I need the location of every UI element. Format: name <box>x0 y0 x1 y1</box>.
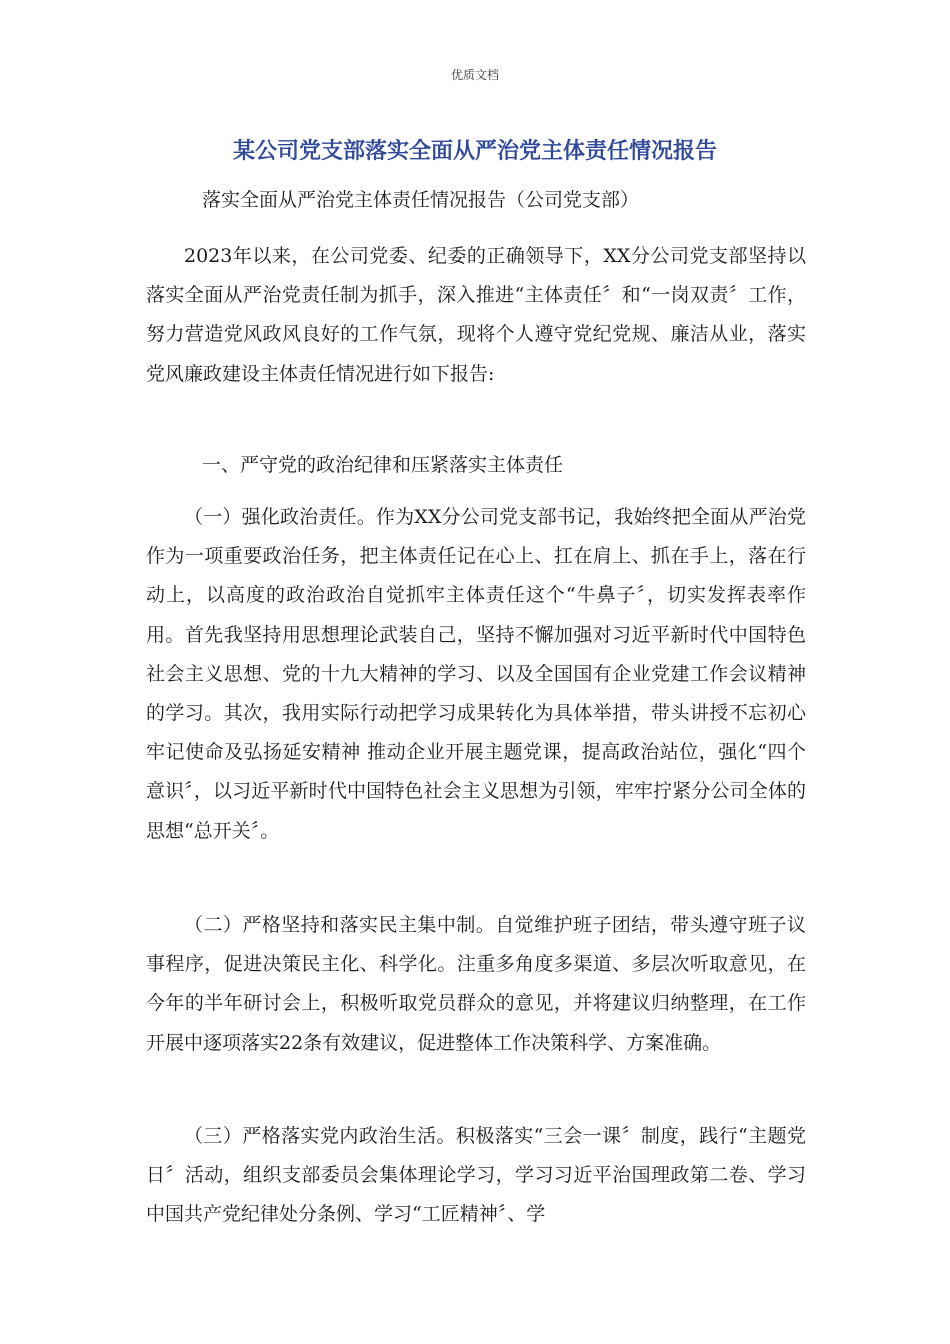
header-label: 优质文档 <box>450 68 499 82</box>
item-one-paragraph: （一）强化政治责任。作为XX分公司党支部书记，我始终把全面从严治党作为一项重要政治任务，把主体责任记在心上、扛在肩上、抓在手上，落在行动上，以高度的政治政治自觉抓牢主体责任这个“牛鼻子〞，切实发挥表率作用。首先我坚持用思想理论武装自己，坚持不懈加强对习近平新时代中国特色社会主义思想、党的十九大精神的学习、以及全国国有企业党建工作会议精神的学习。其次，我用实际行动把学习成果转化为具体举措，带头讲授不忘初心 牢记使命及弘扬延安精神 推动企业开展主题党课，提高政治站位，强化“四个意识〞，以习近平新时代中国特色社会主义思想为引领，牢牢拧紧分公司全体的思想“总开关〞。 <box>146 506 806 842</box>
item-two-paragraph: （二）严格坚持和落实民主集中制。自觉维护班子团结，带头遵守班子议事程序，促进决策民主化、科学化。注重多角度多渠道、多层次听取意见，在今年的半年研讨会上，积极听取党员群众的意见，并将建议归纳整理，在工作开展中逐项落实22条有效建议，促进整体工作决策科学、方案准确。 <box>146 914 806 1054</box>
item-three-paragraph: （三）严格落实党内政治生活。积极落实“三会一课〞制度，践行“主题党日〞活动，组织支部委员会集体理论学习，学习习近平治国理政第二卷、学习中国共产党纪律处分条例、学习“工匠精神〞、学 <box>146 1125 806 1226</box>
document-title: 某公司党支部落实全面从严治党主体责任情况报告 <box>232 139 717 164</box>
section-one-heading: 一、严守党的政治纪律和压紧落实主体责任 <box>202 454 564 476</box>
intro-paragraph: 2023年以来，在公司党委、纪委的正确领导下，XX分公司党支部坚持以落实全面从严治党责任制为抓手，深入推进“主体责任〞和“一岗双责〞工作，努力营造党风政风良好的工作气氛，现将个人遵守党纪党规、廉洁从业，落实党风廉政建设主体责任情况进行如下报告: <box>146 245 806 385</box>
document-subtitle: 落实全面从严治党主体责任情况报告（公司党支部） <box>202 189 640 211</box>
